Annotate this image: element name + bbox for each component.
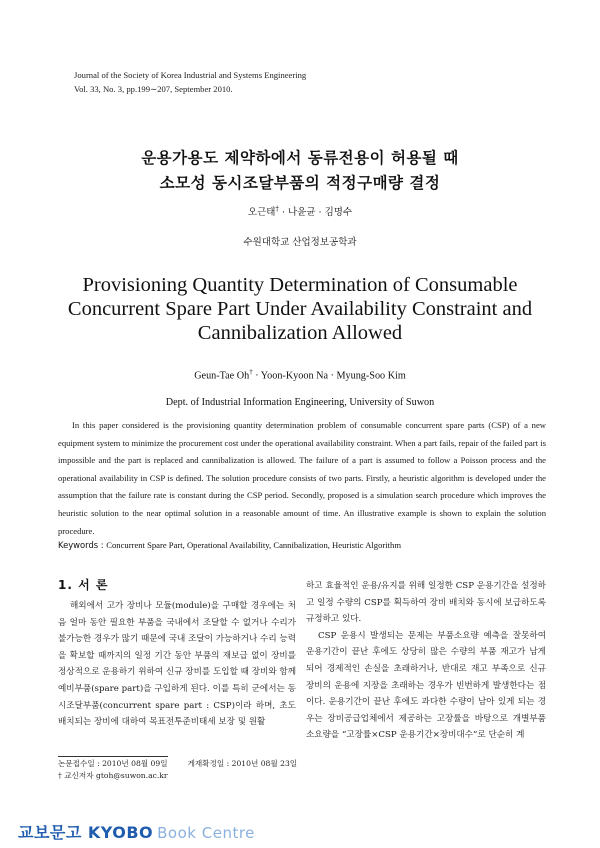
korean-affiliation: 수원대학교 산업정보공학과 — [243, 237, 357, 248]
journal-volume: Vol. 33, No. 3, pp.199∼207, September 2010. — [74, 84, 233, 94]
keywords — [58, 540, 558, 550]
corresponding-mark: † — [275, 204, 279, 213]
english-coauthors: · Yoon-Kyoon Na · Myung-Soo Kim — [252, 370, 406, 382]
korean-title-line2: 소모성 동시조달부품의 적정구매량 결정 — [159, 174, 441, 192]
left-column-text: 해외에서 고가 장비나 모듈(module)을 구매할 경우에는 처음 얼마 동안 필요한 부품을 국내에서 조달할 수 없거나 수리가 불가능한 경우가 많기 때문에 국내 조달이 가능하거나 수리 능력을 확보할 때까지의 일정 기간 동안 부품의 재보급 없이 장비를 정상적으로 운용하기 위하여 신규 장비를 도입할 때 장비와 함께 예비부품(spare part)을 구입하게 된다. 이를 특히 군에서는 동시조달부품(concurrent spare part : CSP)이라 하며, 초도 배치되는 장비에 대하여 목표전투준비태세 보장 및 원활 — [58, 601, 296, 728]
english-title-line3: Cannibalization Allowed — [197, 322, 403, 344]
accepted-date: 게재확정일 : 2010년 08월 23일 — [187, 759, 298, 768]
english-title-line2: Concurrent Spare Part Under Availability Constraint and — [67, 298, 533, 320]
right-column-paragraph-2: CSP 운용시 발생되는 문제는 부품소요량 예측을 잘못하여 운용기간이 끝난 후에도 상당히 많은 수량의 부품 재고가 남게 되어 경제적인 손실을 초래하거나, 반대로 재고 부족으로 신규 장비의 운용에 지장을 초래하는 경우가 빈번하게 발생한다는 점이다. 운용기간이 끝난 후에도 과다한 수량이 남아 있게 되는 경우는 장비공급업체에서 제공하는 고장률을 바탕으로 개별부품 소요량을 “고장률×CSP 운용기간×장비대수”로 단순히 계 — [306, 630, 546, 741]
keywords-text: Concurrent Spare Part, Operational Availability, Cannibalization, Heuristic Algorithm — [106, 540, 402, 550]
korean-authors — [0, 204, 600, 218]
english-affiliation: Dept. of Industrial Information Engineering, University of Suwon — [165, 397, 435, 408]
corresponding-mark-en: † — [249, 368, 253, 376]
corresponding-author: † 교신저자 gtoh@suwon.ac.kr — [58, 771, 168, 780]
right-column — [306, 578, 546, 744]
english-first-author: Geun-Tae Oh — [194, 370, 250, 382]
kyobo-logo — [18, 820, 255, 843]
watermark-banner — [0, 814, 600, 848]
received-date: 논문접수일 : 2010년 08월 09일 — [58, 759, 168, 768]
english-authors — [0, 368, 600, 381]
korean-first-author: 오근태 — [247, 207, 276, 218]
brand-en: KYOBO — [87, 823, 154, 842]
journal-name: Journal of the Society of Korea Industrial and Systems Engineering — [74, 70, 307, 80]
journal-header — [74, 68, 306, 96]
korean-title — [0, 146, 600, 196]
section-heading: 1. 서 론 — [58, 578, 109, 592]
english-title — [0, 273, 600, 345]
footnote-divider — [58, 756, 168, 757]
brand-sub: Book Centre — [157, 824, 255, 842]
footnote — [58, 758, 297, 782]
korean-coauthors: · 나윤균 · 김명수 — [278, 207, 353, 218]
english-title-line1: Provisioning Quantity Determination of Consumable — [82, 274, 518, 296]
korean-title-line1: 운용가용도 제약하에서 동류전용이 허용될 때 — [141, 149, 459, 167]
right-column-paragraph-1: 하고 효율적인 운용/유지를 위해 일정한 CSP 운용기간을 설정하고 일정 수량의 CSP를 획득하여 장비 배치와 동시에 보급하도록 규정하고 있다. — [306, 581, 546, 625]
abstract: In this paper considered is the provisioning quantity determination problem of consumable concurrent spare parts (CSP) of a new equipment system to minimize the procurement cost under the operational availability constraint. When a part fails, repair of the failed part is impossible and the part is replaced and cannibalization is allowed. The failure of a part is assumed to follow a Poisson process and the operational availability in CSP is defined. The solution procedure consists of two parts. Firstly, a heuristic algorithm is developed under the assumption that the failure rate is constant during the CSP period. Secondly, proposed is a simulation search procedure which improves the heuristic solution to the near optimal solution in a reasonable amount of time. An illustrative example is shown to explain the solution procedure. — [58, 420, 546, 536]
brand-ko: 교보문고 — [18, 823, 82, 842]
keywords-label: Keywords : — [58, 540, 107, 550]
